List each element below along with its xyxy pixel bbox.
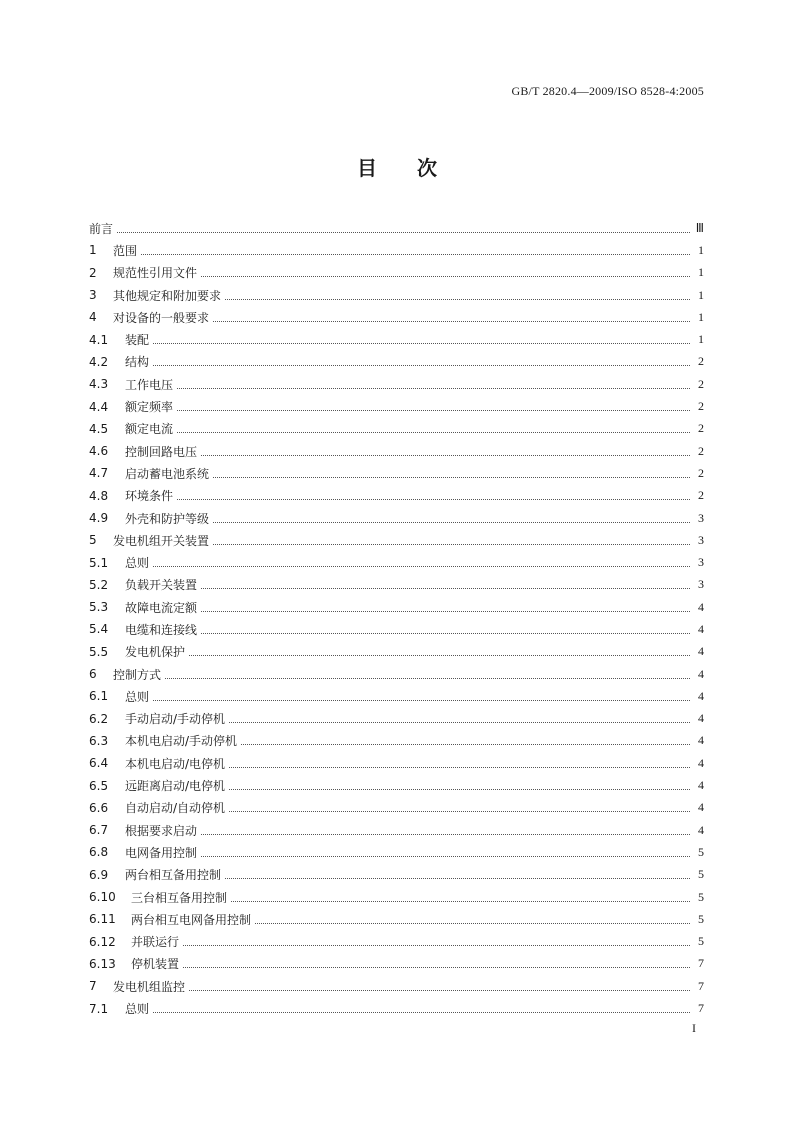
toc-entry-number: 1 <box>89 243 97 258</box>
toc-leader-dots <box>231 889 690 902</box>
toc-entry-page: 3 <box>698 577 704 592</box>
toc-entry-page: 1 <box>698 332 704 347</box>
toc-entry-number: 4.9 <box>89 511 109 525</box>
toc-entry-number: 3 <box>89 288 97 303</box>
toc-entry-number: 6.3 <box>89 733 109 748</box>
toc-leader-dots <box>177 398 690 411</box>
toc-entry-label: 规范性引用文件 <box>113 266 198 281</box>
toc-entry-number: 5.5 <box>89 644 109 659</box>
toc-entry[interactable] <box>89 730 704 752</box>
toc-entry-number: 7 <box>89 979 97 994</box>
toc-entry-page: 1 <box>698 265 704 280</box>
toc-leader-dots <box>153 688 690 701</box>
toc-entry-page: 2 <box>698 421 704 436</box>
toc-entry-label: 结构 <box>125 355 150 370</box>
toc-entry-number: 5.1 <box>89 555 109 570</box>
toc-entry[interactable] <box>89 395 704 417</box>
toc-leader-dots <box>225 866 690 879</box>
toc-entry-label: 故障电流定额 <box>125 600 198 615</box>
toc-entry[interactable] <box>89 819 704 841</box>
toc-entry-page: 4 <box>698 666 704 681</box>
toc-entry-number: 6.12 <box>89 934 116 949</box>
toc-entry-number: 6.5 <box>89 778 109 793</box>
toc-entry-page: 1 <box>698 309 704 324</box>
toc-entry-page: 4 <box>698 688 704 703</box>
toc-entry-number: 4 <box>89 310 97 325</box>
toc-entry-number: 6.1 <box>89 689 109 704</box>
toc-leader-dots <box>177 420 690 433</box>
toc-leader-dots <box>183 955 690 968</box>
toc-entry-page: 3 <box>698 532 704 547</box>
toc-leader-dots <box>177 376 690 389</box>
toc-entry-label: 电缆和连接线 <box>125 622 198 637</box>
toc-entry[interactable] <box>89 373 704 395</box>
toc-leader-dots <box>153 1000 690 1013</box>
toc-leader-dots <box>213 510 690 523</box>
toc-entry-number: 6.13 <box>89 956 116 971</box>
toc-leader-dots <box>153 554 690 567</box>
toc-entry[interactable] <box>89 485 704 507</box>
toc-entry[interactable] <box>89 529 704 551</box>
toc-entry-label: 范围 <box>113 243 138 258</box>
toc-entry-page: 2 <box>698 465 704 480</box>
toc-entry[interactable] <box>89 908 704 930</box>
toc-entry-label: 环境条件 <box>125 489 174 504</box>
toc-leader-dots <box>201 443 690 456</box>
toc-entry-label: 装配 <box>125 333 150 348</box>
toc-entry[interactable] <box>89 752 704 774</box>
toc-entry-page: 3 <box>698 510 704 525</box>
toc-entry-label: 两台相互电网备用控制 <box>131 912 252 927</box>
toc-entry[interactable] <box>89 596 704 618</box>
toc-entry-number: 5.2 <box>89 577 109 592</box>
toc-entry-page: 5 <box>698 844 704 859</box>
toc-entry-number: 2 <box>89 265 97 280</box>
toc-entry-number: 6.10 <box>89 890 116 905</box>
toc-leader-dots <box>229 799 690 812</box>
toc-entry-page: 7 <box>698 1001 704 1016</box>
toc-entry-label: 本机电启动/电停机 <box>125 756 226 771</box>
toc-entry[interactable] <box>89 641 704 663</box>
toc-entry-label: 总则 <box>125 689 150 704</box>
toc-leader-dots <box>229 710 690 723</box>
toc-entry[interactable] <box>89 418 704 440</box>
toc-entry-number: 6 <box>89 667 97 682</box>
toc-entry-label: 并联运行 <box>131 935 180 950</box>
toc-entry-label: 发电机保护 <box>125 645 186 660</box>
toc-entry[interactable] <box>89 507 704 529</box>
toc-entry-label: 根据要求启动 <box>125 823 198 838</box>
toc-entry-page: 4 <box>698 644 704 659</box>
toc-entry-number: 4.7 <box>89 466 109 481</box>
toc-leader-dots <box>241 732 690 745</box>
toc-entry-label: 外壳和防护等级 <box>125 511 210 526</box>
toc-leader-dots <box>201 844 690 857</box>
toc-entry-label: 手动启动/手动停机 <box>125 712 226 727</box>
toc-entry[interactable] <box>89 886 704 908</box>
toc-leader-dots <box>177 487 690 500</box>
toc-entry-page: 1 <box>698 287 704 302</box>
toc-entry[interactable] <box>89 351 704 373</box>
toc-entry[interactable] <box>89 618 704 640</box>
toc-entry-page: 7 <box>698 978 704 993</box>
toc-leader-dots <box>201 822 690 835</box>
toc-entry-number: 4.2 <box>89 354 109 369</box>
toc-entry-label: 电网备用控制 <box>125 845 198 860</box>
toc-entry[interactable] <box>89 685 704 707</box>
toc-entry[interactable] <box>89 284 704 306</box>
toc-entry-label: 发电机组监控 <box>113 979 186 994</box>
toc-leader-dots <box>225 287 690 300</box>
toc-entry[interactable] <box>89 440 704 462</box>
toc-entry[interactable] <box>89 774 704 796</box>
toc-entry-page: 2 <box>698 376 704 391</box>
toc-entry-page: 4 <box>698 621 704 636</box>
table-of-contents <box>89 217 704 1020</box>
toc-leader-dots <box>255 911 690 924</box>
toc-leader-dots <box>213 465 690 478</box>
toc-leader-dots <box>201 621 690 634</box>
toc-entry-label: 自动启动/自动停机 <box>125 801 226 816</box>
toc-entry-label: 停机装置 <box>131 957 180 972</box>
toc-entry-number: 4.3 <box>89 377 109 392</box>
toc-entry-label: 两台相互备用控制 <box>125 868 222 883</box>
toc-entry-page: 4 <box>698 599 704 614</box>
toc-entry-number: 5.3 <box>89 600 109 615</box>
toc-entry-page: 4 <box>698 778 704 793</box>
page-number: I <box>692 1021 696 1035</box>
toc-entry-label: 额定电流 <box>125 422 174 437</box>
toc-entry-page: 4 <box>698 822 704 837</box>
toc-leader-dots <box>117 220 690 233</box>
toc-entry-page: 4 <box>698 711 704 726</box>
toc-entry-label: 对设备的一般要求 <box>113 310 210 325</box>
toc-entry[interactable] <box>89 551 704 573</box>
toc-entry-label: 启动蓄电池系统 <box>125 466 210 481</box>
toc-entry-page: 3 <box>698 555 704 570</box>
toc-entry-number: 6.7 <box>89 823 109 838</box>
toc-entry[interactable] <box>89 239 704 261</box>
toc-leader-dots <box>165 666 690 679</box>
toc-entry-label: 控制方式 <box>113 667 162 682</box>
toc-entry-page: 4 <box>698 755 704 770</box>
toc-entry-number: 4.6 <box>89 444 109 459</box>
toc-leader-dots <box>201 576 690 589</box>
toc-entry-page: 5 <box>698 911 704 926</box>
toc-entry[interactable] <box>89 217 704 239</box>
toc-leader-dots <box>213 532 690 545</box>
toc-entry-label: 其他规定和附加要求 <box>113 288 222 303</box>
toc-entry-label: 本机电启动/手动停机 <box>125 734 238 749</box>
toc-entry-number: 5.4 <box>89 622 109 637</box>
toc-entry-label: 控制回路电压 <box>125 444 198 459</box>
toc-entry-label: 工作电压 <box>125 377 174 392</box>
toc-entry-page: 4 <box>698 800 704 815</box>
toc-entry-page: Ⅲ <box>695 220 704 235</box>
toc-entry[interactable] <box>89 708 704 730</box>
toc-entry-page: 2 <box>698 488 704 503</box>
title-char-1: 目 <box>357 156 377 180</box>
toc-entry[interactable] <box>89 663 704 685</box>
toc-leader-dots <box>183 933 690 946</box>
toc-entry-page: 5 <box>698 934 704 949</box>
toc-leader-dots <box>189 643 690 656</box>
toc-leader-dots <box>153 353 690 366</box>
toc-entry-label: 三台相互备用控制 <box>131 890 228 905</box>
toc-entry-number: 5 <box>89 533 97 548</box>
toc-entry[interactable] <box>89 797 704 819</box>
toc-entry-number: 6.8 <box>89 845 109 860</box>
toc-leader-dots <box>229 777 690 790</box>
toc-leader-dots <box>229 755 690 768</box>
toc-entry-page: 1 <box>698 242 704 257</box>
toc-entry-number: 4.1 <box>89 332 109 347</box>
toc-entry-page: 7 <box>698 956 704 971</box>
toc-entry-number: 7.1 <box>89 1001 109 1016</box>
toc-entry-number: 6.6 <box>89 800 109 815</box>
title-char-2: 次 <box>417 156 437 180</box>
toc-leader-dots <box>201 599 690 612</box>
toc-entry-page: 2 <box>698 399 704 414</box>
toc-entry[interactable] <box>89 997 704 1019</box>
toc-entry[interactable] <box>89 574 704 596</box>
toc-entry-label: 总则 <box>125 1002 150 1017</box>
toc-entry-page: 2 <box>698 354 704 369</box>
toc-entry-page: 4 <box>698 733 704 748</box>
toc-entry-number: 6.2 <box>89 711 109 726</box>
toc-entry[interactable] <box>89 931 704 953</box>
toc-entry[interactable] <box>89 864 704 886</box>
toc-entry-label: 总则 <box>125 556 150 571</box>
toc-entry[interactable] <box>89 328 704 350</box>
toc-entry-label: 负载开关装置 <box>125 578 198 593</box>
toc-leader-dots <box>201 264 690 277</box>
toc-entry-number: 4.4 <box>89 399 109 414</box>
toc-entry[interactable] <box>89 462 704 484</box>
document-standard-code: GB/T 2820.4—2009/ISO 8528-4:2005 <box>511 84 704 98</box>
toc-leader-dots <box>213 309 690 322</box>
toc-entry-page: 2 <box>698 443 704 458</box>
toc-entry[interactable] <box>89 262 704 284</box>
toc-entry-number: 4.5 <box>89 421 109 436</box>
toc-entry[interactable] <box>89 953 704 975</box>
toc-entry-label: 发电机组开关装置 <box>113 533 210 548</box>
page-title <box>0 152 794 181</box>
toc-leader-dots <box>153 331 690 344</box>
toc-entry-number: 4.8 <box>89 488 109 503</box>
toc-entry-number: 6.4 <box>89 756 109 771</box>
toc-leader-dots <box>141 242 690 255</box>
toc-entry-page: 5 <box>698 889 704 904</box>
toc-entry[interactable] <box>89 975 704 997</box>
toc-leader-dots <box>189 978 690 991</box>
toc-entry-page: 5 <box>698 867 704 882</box>
toc-entry-number: 6.11 <box>89 912 116 927</box>
toc-entry[interactable] <box>89 306 704 328</box>
toc-entry-label: 前言 <box>89 221 114 236</box>
toc-entry-label: 额定频率 <box>125 400 174 415</box>
toc-entry-number: 6.9 <box>89 867 109 882</box>
toc-entry-label: 远距离启动/电停机 <box>125 779 226 794</box>
toc-entry[interactable] <box>89 841 704 863</box>
